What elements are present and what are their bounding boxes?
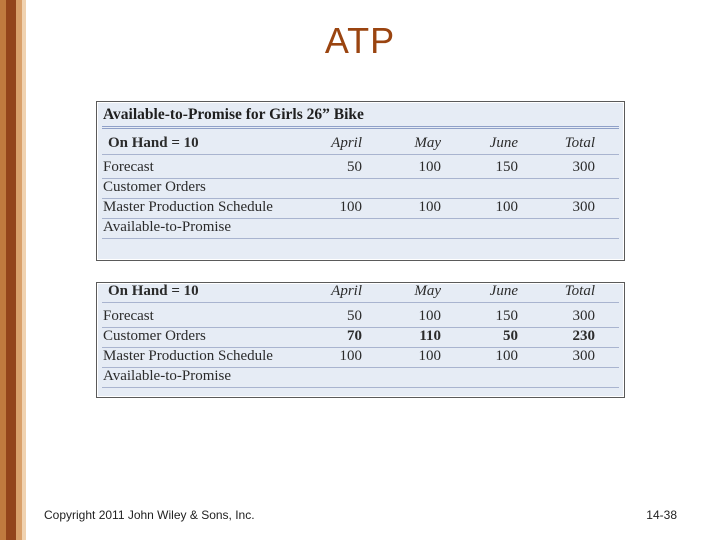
col-header-june: June bbox=[489, 283, 518, 299]
col-header-on-hand: On Hand = 10 bbox=[108, 135, 199, 151]
footer-page-number: 14-38 bbox=[646, 508, 677, 522]
cell-total: 300 bbox=[572, 199, 595, 215]
decor-stripe bbox=[6, 0, 16, 540]
cell-june: 150 bbox=[495, 159, 518, 175]
cell-may: 100 bbox=[418, 159, 441, 175]
table-row-atp bbox=[102, 218, 619, 239]
col-header-total: Total bbox=[564, 283, 595, 299]
col-header-may: May bbox=[414, 135, 441, 151]
row-label: Customer Orders bbox=[103, 179, 206, 195]
table-row-atp bbox=[102, 367, 619, 388]
row-label: Master Production Schedule bbox=[103, 199, 273, 215]
cell-total: 230 bbox=[572, 328, 595, 344]
atp-table-initial bbox=[96, 101, 625, 261]
cell-may: 100 bbox=[418, 199, 441, 215]
row-label: Available-to-Promise bbox=[103, 219, 232, 235]
cell-june: 150 bbox=[495, 308, 518, 324]
row-label: Available-to-Promise bbox=[103, 368, 232, 384]
col-header-april: April bbox=[331, 283, 362, 299]
cell-total: 300 bbox=[572, 348, 595, 364]
table-row-customer-orders bbox=[102, 327, 619, 348]
decor-stripe bbox=[22, 0, 26, 540]
cell-april: 100 bbox=[339, 199, 362, 215]
table-heading: Available-to-Promise for Girls 26” Bike bbox=[103, 106, 364, 123]
col-header-total: Total bbox=[564, 135, 595, 151]
footer-copyright: Copyright 2011 John Wiley & Sons, Inc. bbox=[44, 508, 255, 522]
table-row-customer-orders bbox=[102, 178, 619, 199]
row-label: Customer Orders bbox=[103, 328, 206, 344]
cell-total: 300 bbox=[572, 159, 595, 175]
col-header-april: April bbox=[331, 135, 362, 151]
cell-may: 100 bbox=[418, 348, 441, 364]
cell-may: 110 bbox=[419, 328, 441, 344]
col-header-may: May bbox=[414, 283, 441, 299]
cell-april: 50 bbox=[347, 308, 362, 324]
table-row-mps bbox=[102, 198, 619, 219]
col-header-on-hand: On Hand = 10 bbox=[108, 283, 199, 299]
atp-table-with-orders bbox=[96, 282, 625, 398]
cell-april: 50 bbox=[347, 159, 362, 175]
cell-april: 70 bbox=[347, 328, 362, 344]
table-row-forecast bbox=[102, 307, 619, 328]
cell-total: 300 bbox=[572, 308, 595, 324]
table-header-row bbox=[102, 134, 619, 155]
cell-june: 50 bbox=[503, 328, 518, 344]
cell-june: 100 bbox=[495, 348, 518, 364]
table-header-row bbox=[102, 282, 619, 303]
slide-title: ATP bbox=[324, 20, 396, 61]
cell-april: 100 bbox=[339, 348, 362, 364]
row-label: Master Production Schedule bbox=[103, 348, 273, 364]
table-row-mps bbox=[102, 347, 619, 368]
col-header-june: June bbox=[489, 135, 518, 151]
cell-june: 100 bbox=[495, 199, 518, 215]
row-label: Forecast bbox=[103, 308, 154, 324]
table-row-forecast bbox=[102, 158, 619, 179]
heading-underline bbox=[102, 126, 619, 129]
cell-may: 100 bbox=[418, 308, 441, 324]
row-label: Forecast bbox=[103, 159, 154, 175]
